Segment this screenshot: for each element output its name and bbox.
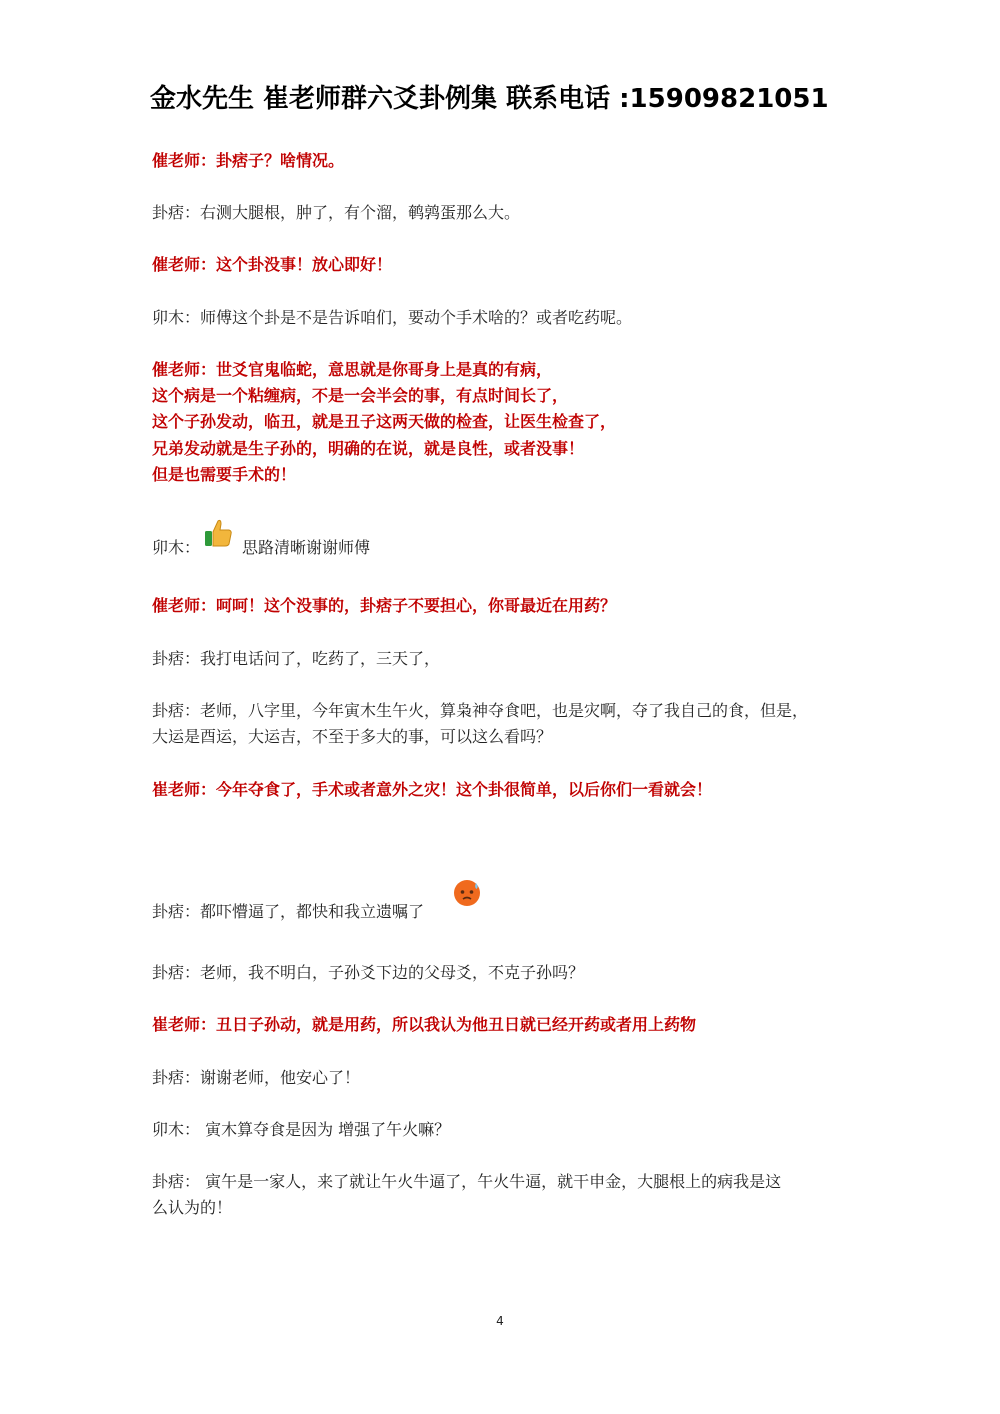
- page-number: 4: [496, 1314, 504, 1328]
- dialog-line: 卯木：师傅这个卦是不是告诉咱们，要动个手术啥的？或者吃药呢。: [152, 308, 633, 327]
- dialog-line: 兄弟发动就是生子孙的，明确的在说，就是良性，或者没事！: [152, 439, 585, 458]
- dialog-line: 大运是酉运，大运吉，不至于多大的事，可以这么看吗？: [152, 727, 553, 746]
- dialog-line: 这个病是一个粘缠病，不是一会半会的事，有点时间长了，: [152, 386, 569, 405]
- dialog-line: 卦痞：右测大腿根，肿了，有个溜，鹌鹑蛋那么大。: [152, 203, 521, 222]
- dialog-line: 催老师：呵呵！这个没事的，卦痞子不要担心，你哥最近在用药？: [152, 596, 617, 615]
- dialog-line: 卦痞：老师，八字里，今年寅木生午火，算枭神夺食吧，也是灾啊，夺了我自己的食，但是，: [152, 701, 809, 720]
- thumbs-up-icon: [203, 517, 233, 549]
- dialog-line: 崔老师：丑日子孙动，就是用药，所以我认为他丑日就已经开药或者用上药物: [152, 1015, 697, 1034]
- dialog-line: 崔老师：今年夺食了，手术或者意外之灾！这个卦很简单，以后你们一看就会！: [152, 780, 713, 799]
- dialog-line: 催老师：世爻官鬼临蛇，意思就是你哥身上是真的有病，: [152, 360, 553, 379]
- dialog-line: 卦痞：老师，我不明白，子孙爻下边的父母爻，不克子孙吗？: [152, 963, 585, 982]
- dialog-line: 催老师：这个卦没事！放心即好！: [152, 255, 393, 274]
- dialog-line: 催老师：卦痞子？啥情况。: [152, 151, 345, 170]
- dialog-line: 卦痞： 寅午是一家人，来了就让午火牛逼了，午火牛逼，就干申金，大腿根上的病我是这: [152, 1172, 782, 1191]
- dialog-line: 这个子孙发动，临丑，就是丑子这两天做的检查，让医生检查了，: [152, 412, 617, 431]
- dialog-line: 思路清晰谢谢师傅: [242, 538, 371, 557]
- page-title: 金水先生 崔老师群六爻卦例集 联系电话 :15909821051: [150, 84, 829, 114]
- dialog-speaker: 卯木：: [152, 538, 201, 557]
- dialog-line: 卯木： 寅木算夺食是因为 增强了午火嘛？: [152, 1120, 451, 1139]
- dialog-line: 卦痞：谢谢老师，他安心了！: [152, 1068, 361, 1087]
- dialog-line: 么认为的！: [152, 1198, 233, 1217]
- sweat-face-icon: [452, 878, 482, 908]
- dialog-line: 卦痞：我打电话问了，吃药了，三天了，: [152, 649, 441, 668]
- dialog-line: 卦痞：都吓懵逼了，都快和我立遗嘱了: [152, 902, 425, 921]
- dialog-line: 但是也需要手术的！: [152, 465, 297, 484]
